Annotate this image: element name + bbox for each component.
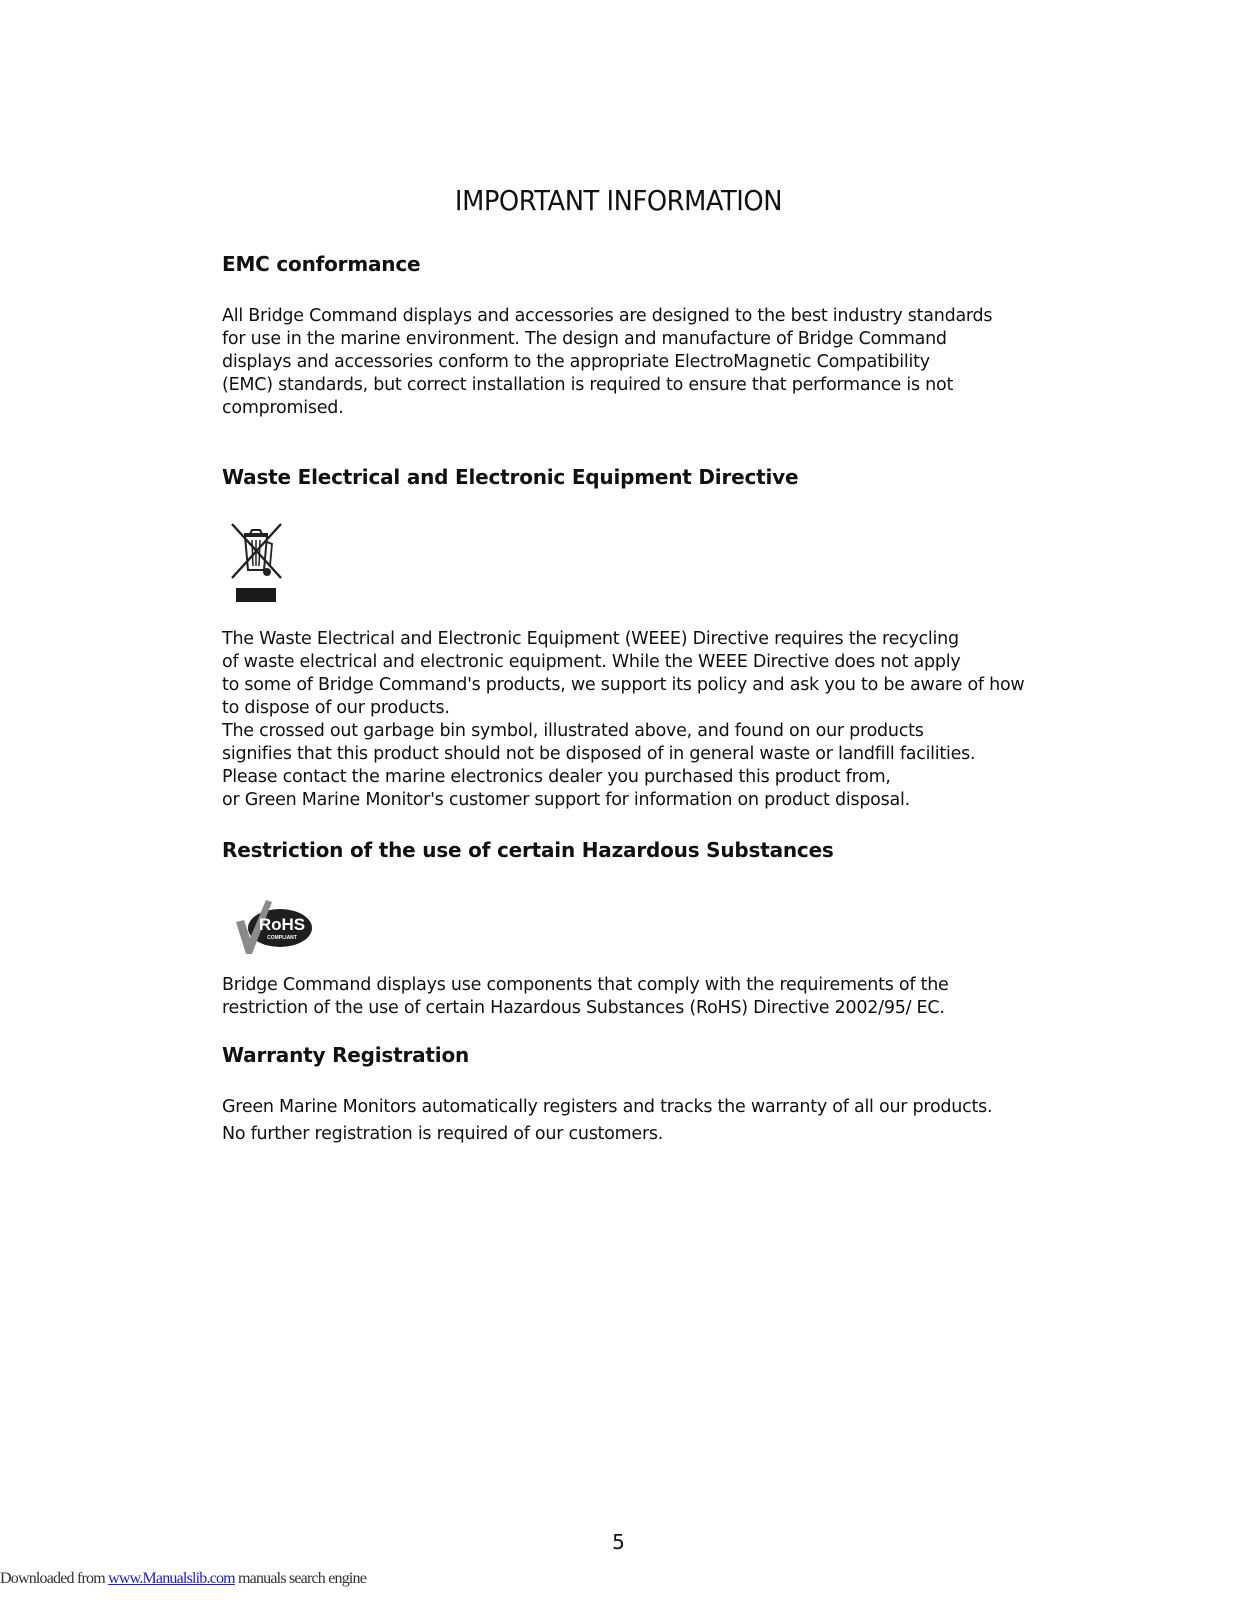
rohs-heading: Restriction of the use of certain Hazardous Substances <box>222 838 834 862</box>
emc-line: displays and accessories conform to the appropriate ElectroMagnetic Compatibility <box>222 352 930 372</box>
download-footer <box>0 1570 366 1588</box>
page-title: IMPORTANT INFORMATION <box>454 184 783 217</box>
weee-line: of waste electrical and electronic equipment. While the WEEE Directive does not apply <box>222 652 961 672</box>
manualslib-link[interactable]: www.Manualslib.com <box>108 1570 235 1587</box>
weee-line: Please contact the marine electronics dealer you purchased this product from, <box>222 767 891 787</box>
emc-line: All Bridge Command displays and accessories are designed to the best industry standards <box>222 306 993 326</box>
rohs-logo-subtext: COMPLIANT <box>267 935 297 941</box>
emc-line: compromised. <box>222 398 344 418</box>
weee-paragraph <box>222 628 1025 812</box>
weee-line: to some of Bridge Command's products, we support its policy and ask you to be aware of how <box>222 675 1025 695</box>
weee-line: The Waste Electrical and Electronic Equipment (WEEE) Directive requires the recycling <box>222 629 959 649</box>
weee-heading: Waste Electrical and Electronic Equipment Directive <box>222 465 799 489</box>
warranty-line: No further registration is required of our customers. <box>222 1124 664 1144</box>
weee-line: to dispose of our products. <box>222 698 450 718</box>
emc-line: (EMC) standards, but correct installation is required to ensure that performance is not <box>222 375 954 395</box>
footer-suffix: manuals search engine <box>234 1570 367 1587</box>
warranty-line: Green Marine Monitors automatically registers and tracks the warranty of all our products. <box>222 1097 993 1117</box>
rohs-logo-text: RoHS <box>258 915 306 934</box>
weee-line: The crossed out garbage bin symbol, illustrated above, and found on our products <box>222 721 924 741</box>
emc-heading: EMC conformance <box>222 252 421 276</box>
warranty-heading: Warranty Registration <box>222 1043 470 1067</box>
rohs-line: restriction of the use of certain Hazardous Substances (RoHS) Directive 2002/95/ EC. <box>222 998 945 1018</box>
footer-prefix: Downloaded from <box>0 1570 109 1587</box>
crossed-out-wheelie-bin-icon <box>226 522 286 606</box>
page-number: 5 <box>612 1530 625 1554</box>
rohs-paragraph <box>222 974 949 1020</box>
emc-line: for use in the marine environment. The design and manufacture of Bridge Command <box>222 329 947 349</box>
weee-line: or Green Marine Monitor's customer support for information on product disposal. <box>222 790 910 810</box>
warranty-paragraph <box>222 1094 992 1148</box>
emc-paragraph <box>222 305 992 420</box>
rohs-line: Bridge Command displays use components that comply with the requirements of the <box>222 975 949 995</box>
weee-line: signifies that this product should not be disposed of in general waste or landfill facilities. <box>222 744 976 764</box>
rohs-compliant-logo <box>232 898 316 956</box>
